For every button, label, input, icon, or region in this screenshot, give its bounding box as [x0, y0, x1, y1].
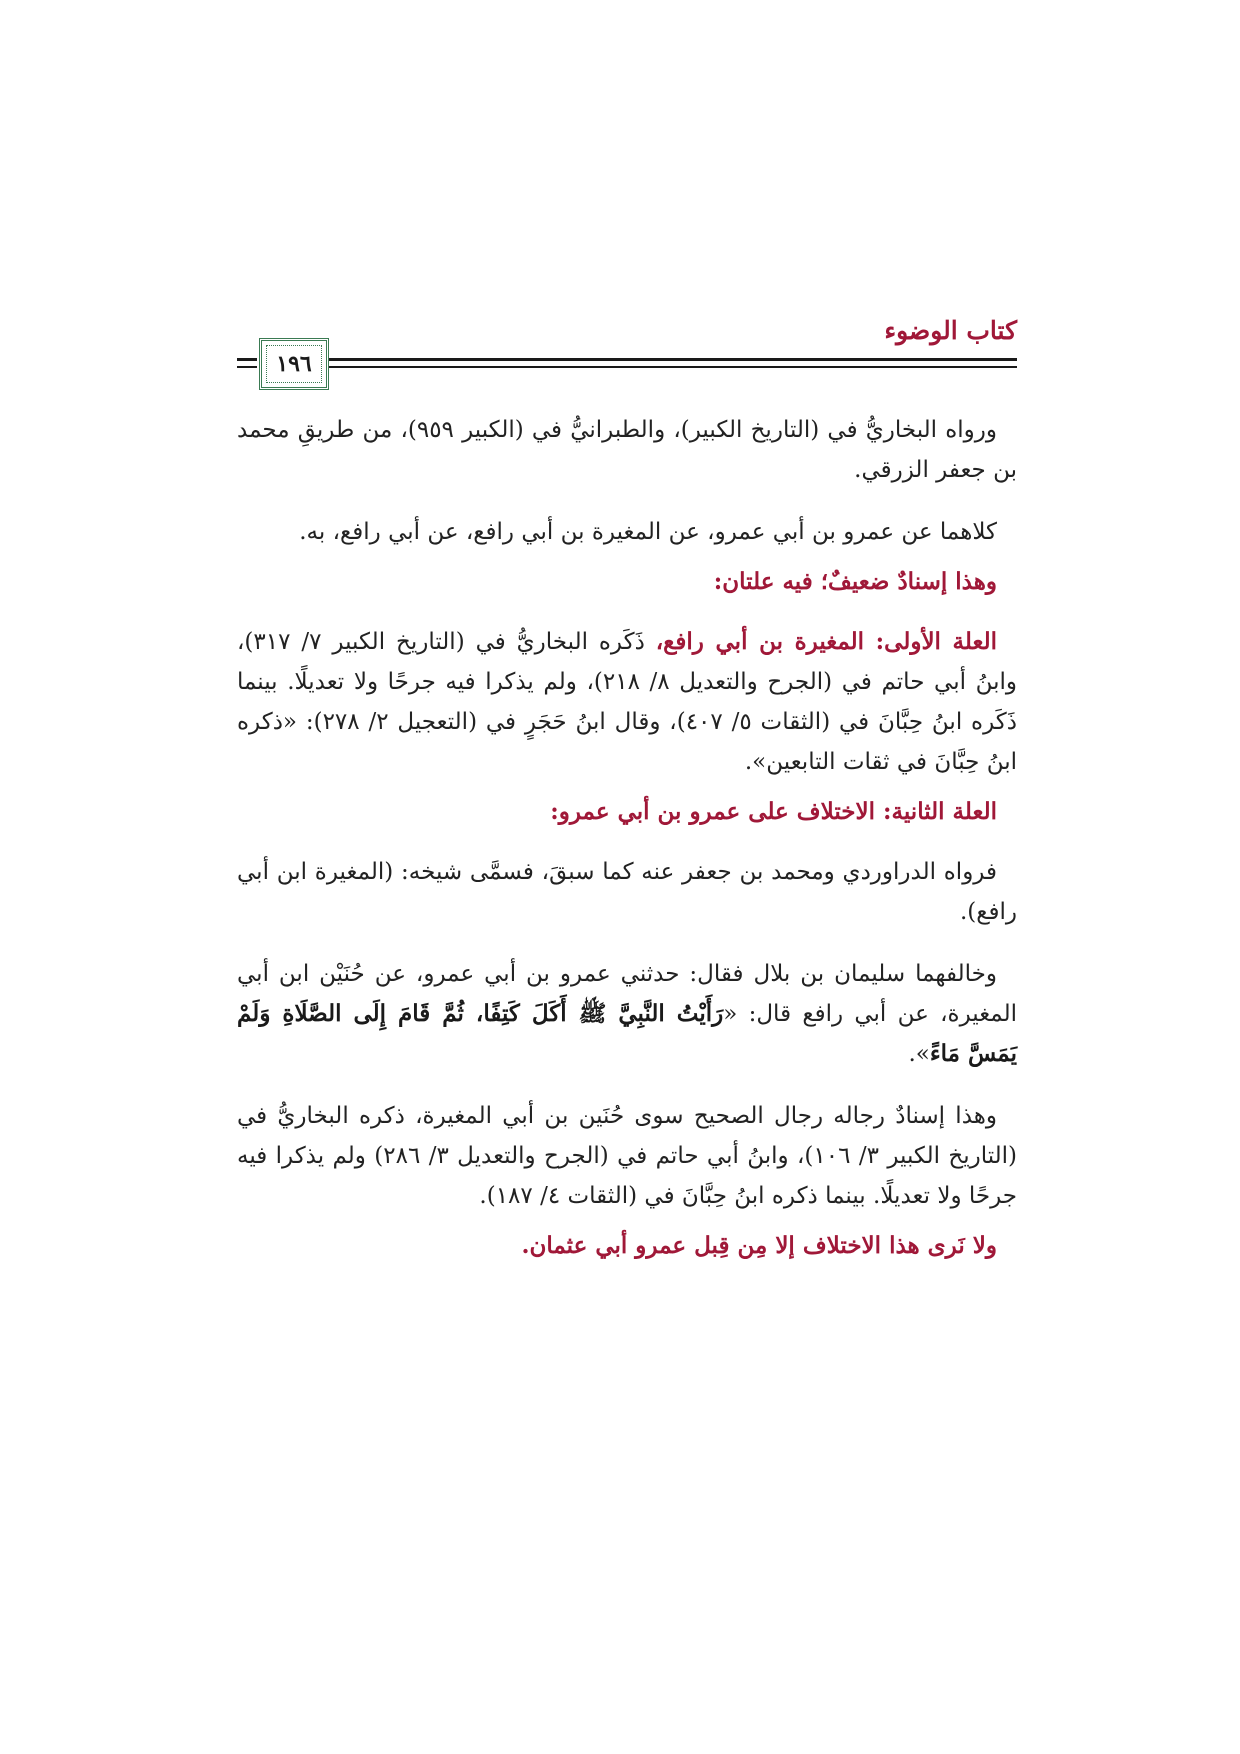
- paragraph: [237, 954, 1017, 1074]
- header-rule: [237, 358, 257, 361]
- paragraph-text: وخالفهما سليمان بن بلال فقال: حدثني عمرو بن أبي عمرو، عن حُنَيْن ابن أبي المغيرة، عن أبي رافع قال: «: [237, 961, 1017, 1027]
- paragraph-text: ».: [908, 1041, 930, 1067]
- section-heading: العلة الثانية: الاختلاف على عمرو بن أبي عمرو:: [550, 798, 997, 825]
- section-heading: ولا نَرى هذا الاختلاف إلا مِن قِبل عمرو أبي عثمان.: [521, 1232, 997, 1259]
- paragraph: كلاهما عن عمرو بن أبي عمرو، عن المغيرة بن أبي رافع، عن أبي رافع، به.: [299, 519, 997, 545]
- book-title: كتاب الوضوء: [884, 316, 1017, 345]
- page-header: [237, 308, 1017, 388]
- inline-heading: العلة الأولى: المغيرة بن أبي رافع،: [655, 628, 997, 655]
- paragraph-text: ذَكَره البخاريُّ في (التاريخ الكبير ٧/ ٣١٧)، وابنُ أبي حاتم في (الجرح والتعديل ٨/ ٢١٨)، ولم يذكرا فيه جرحًا ولا تعديلًا. بينما ذَكَره ابنُ حِبَّانَ في (الثقات ٥/ ٤٠٧)، وقال ابنُ حَجَرٍ في (التعجيل ٢/ ٢٧٨): «ذكره ابنُ حِبَّانَ في ثقات التابعين».: [237, 629, 1018, 775]
- page-number: ١٩٦: [276, 351, 312, 377]
- header-rule: [277, 358, 1017, 361]
- hadith-quote: رَأَيْتُ النَّبِيَّ ﷺ أَكَلَ كَتِفًا، ثُمَّ قَامَ إِلَى الصَّلَاةِ وَلَمْ يَمَسَّ مَاءً: [237, 1000, 1017, 1067]
- paragraph: وهذا إسنادٌ رجاله رجال الصحيح سوى حُنَين بن أبي المغيرة، ذكره البخاريُّ في (التاريخ الكبير ٣/ ١٠٦)، وابنُ أبي حاتم في (الجرح والتعديل ٣/ ٢٨٦) ولم يذكرا فيه جرحًا ولا تعديلًا. بينما ذكره ابنُ حِبَّانَ في (الثقات ٤/ ١٨٧).: [237, 1103, 1018, 1209]
- section-heading: وهذا إسنادٌ ضعيفٌ؛ فيه علتان:: [713, 568, 997, 595]
- paragraph: [237, 622, 1017, 782]
- paragraph: فرواه الدراوردي ومحمد بن جعفر عنه كما سبقَ، فسمَّى شيخه: (المغيرة ابن أبي رافع).: [237, 859, 1017, 925]
- page-body: [237, 410, 1017, 1286]
- paragraph: ورواه البخاريُّ في (التاريخ الكبير)، والطبرانيُّ في (الكبير ٩٥٩)، من طريقِ محمد بن جعفر الزرقي.: [237, 417, 1017, 483]
- header-rule: [277, 366, 1017, 368]
- header-rule: [237, 366, 257, 368]
- page-number-badge: [259, 338, 329, 390]
